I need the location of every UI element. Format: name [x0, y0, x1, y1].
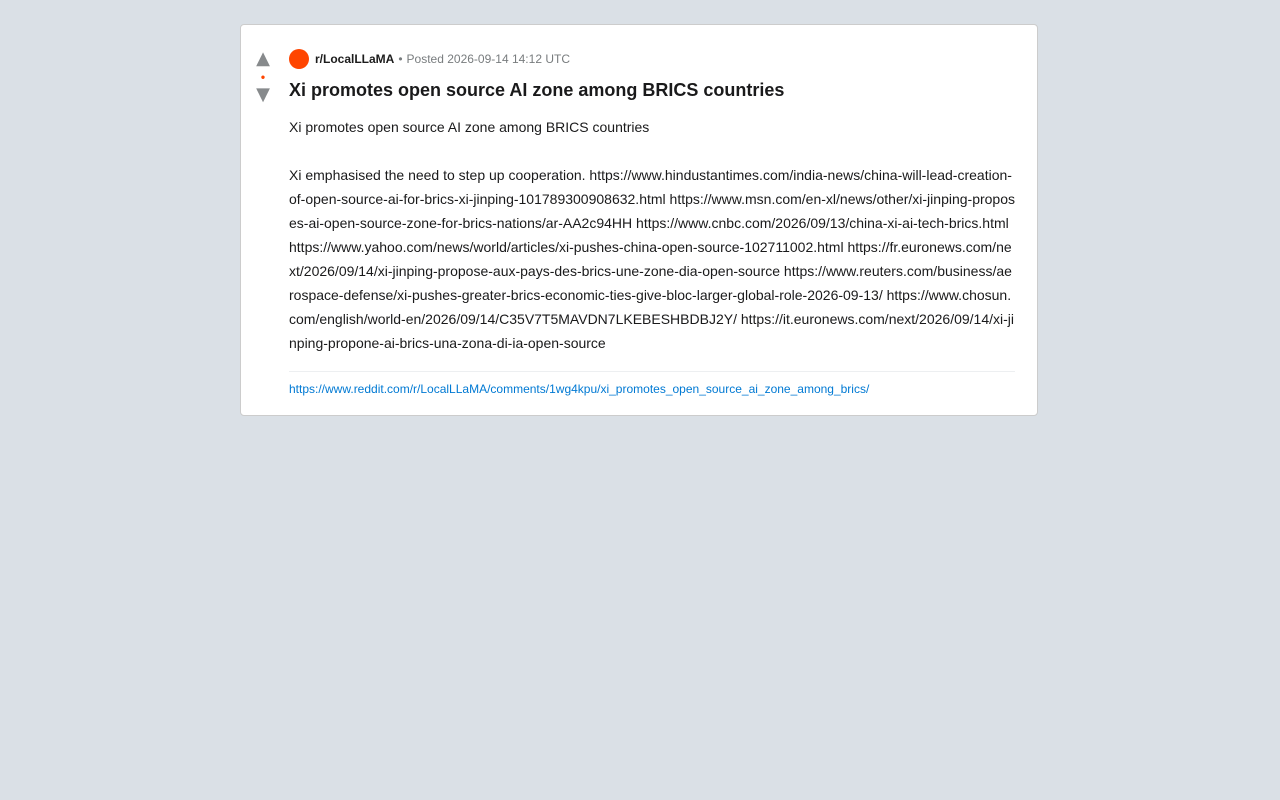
post-body	[289, 115, 1015, 355]
post-title[interactable]: Xi promotes open source AI zone among BRICS countries	[289, 80, 785, 100]
body-paragraph: Xi promotes open source AI zone among BRICS countries	[289, 119, 650, 135]
vote-score: •	[260, 70, 266, 84]
divider	[289, 371, 1015, 372]
meta-separator: •	[398, 52, 403, 66]
subreddit-avatar[interactable]	[289, 49, 309, 69]
posted-timestamp: Posted 2026-09-14 14:12 UTC	[406, 52, 570, 66]
permalink-link[interactable]: https://www.reddit.com/r/LocalLLaMA/comments/1wg4kpu/xi_promotes_open_source_ai_zone_among_brics/	[289, 382, 870, 396]
subreddit-link[interactable]: r/LocalLLaMA	[315, 52, 395, 66]
post-meta	[289, 49, 1015, 69]
upvote-arrow-icon[interactable]: ▲	[256, 48, 270, 69]
vote-column	[251, 49, 275, 105]
post-content	[289, 49, 1015, 396]
post-card	[240, 24, 1038, 416]
downvote-arrow-icon[interactable]: ▼	[256, 84, 270, 105]
body-paragraph: Xi emphasised the need to step up cooperation. https://www.hindustantimes.com/india-news/china-will-lead-creation-of-open-source-ai-for-brics-xi-jinping-101789300908632.html https://www.msn.com/en-xl/news/other/xi-jinping-proposes-ai-open-source-zone-for-brics-nations/ar-AA2c94HH https://www.cnbc.com/2026/09/13/china-xi-ai-tech-brics.html https://www.yahoo.com/news/world/articles/xi-pushes-china-open-source-102711002.html https://fr.euronews.com/next/2026/09/14/xi-jinping-propose-aux-pays-des-brics-une-zone-dia-open-source https://www.reuters.com/business/aerospace-defense/xi-pushes-greater-brics-economic-ties-give-bloc-larger-global-role-2026-09-13/ https://www.chosun.com/english/world-en/2026/09/14/C35V7T5MAVDN7LKEBESHBDBJ2Y/ https://it.euronews.com/next/2026/09/14/xi-jinping-propone-ai-brics-una-zona-di-ia-open-source	[289, 167, 1016, 351]
